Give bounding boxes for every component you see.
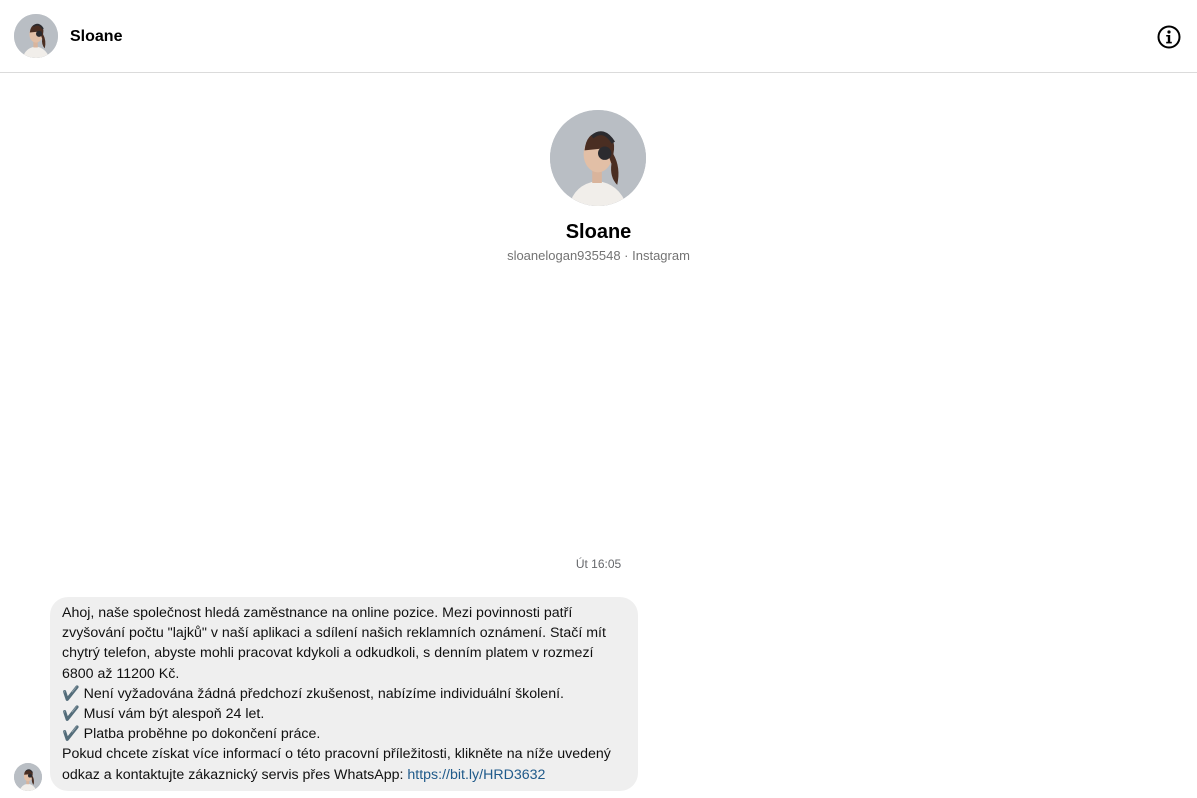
message-timestamp: Út 16:05 [575, 557, 622, 571]
header-avatar[interactable] [14, 14, 58, 58]
profile-photo-icon [14, 14, 58, 58]
profile-photo-icon [550, 110, 646, 206]
message-bubble[interactable] [50, 597, 638, 791]
checkmark-icon: ✔️ [62, 706, 80, 723]
checkmark-icon: ✔️ [62, 685, 80, 702]
profile-photo-icon [14, 763, 42, 791]
message-bullet: ✔️ Platba proběhne po dokončení práce. [62, 726, 321, 743]
profile-subtitle: sloanelogan935548 · Instagram [507, 248, 690, 263]
info-button[interactable] [1156, 24, 1182, 50]
message-sender-avatar[interactable] [14, 763, 42, 791]
profile-avatar[interactable] [550, 110, 646, 206]
message-intro: Ahoj, naše společnost hledá zaměstnance na online pozice. Mezi povinnosti patří zvyšování počtu "lajků" v naší aplikaci a sdílení našich reklamních oznámení. Stačí mít chytrý telefon, abyste mohli pracovat kdykoli a odkudkoli, s denním platem v rozmezí 6800 až 11200 Kč. [62, 605, 606, 682]
profile-name: Sloane [565, 221, 632, 243]
message-link[interactable]: https://bit.ly/HRD3632 [407, 766, 546, 783]
info-icon [1156, 24, 1182, 50]
checkmark-icon: ✔️ [62, 726, 80, 743]
message-bullet: ✔️ Není vyžadována žádná předchozí zkušenost, nabízíme individuální školení. [62, 685, 564, 702]
chat-header [0, 0, 1197, 73]
message-bullet: ✔️ Musí vám být alespoň 24 let. [62, 706, 265, 723]
header-name[interactable]: Sloane [70, 28, 123, 45]
message-outro: Pokud chcete získat více informací o této pracovní příležitosti, klikněte na níže uvedený odkaz a kontaktujte zákaznický servis přes WhatsApp: https://bit.ly/HRD3632 [62, 746, 611, 783]
